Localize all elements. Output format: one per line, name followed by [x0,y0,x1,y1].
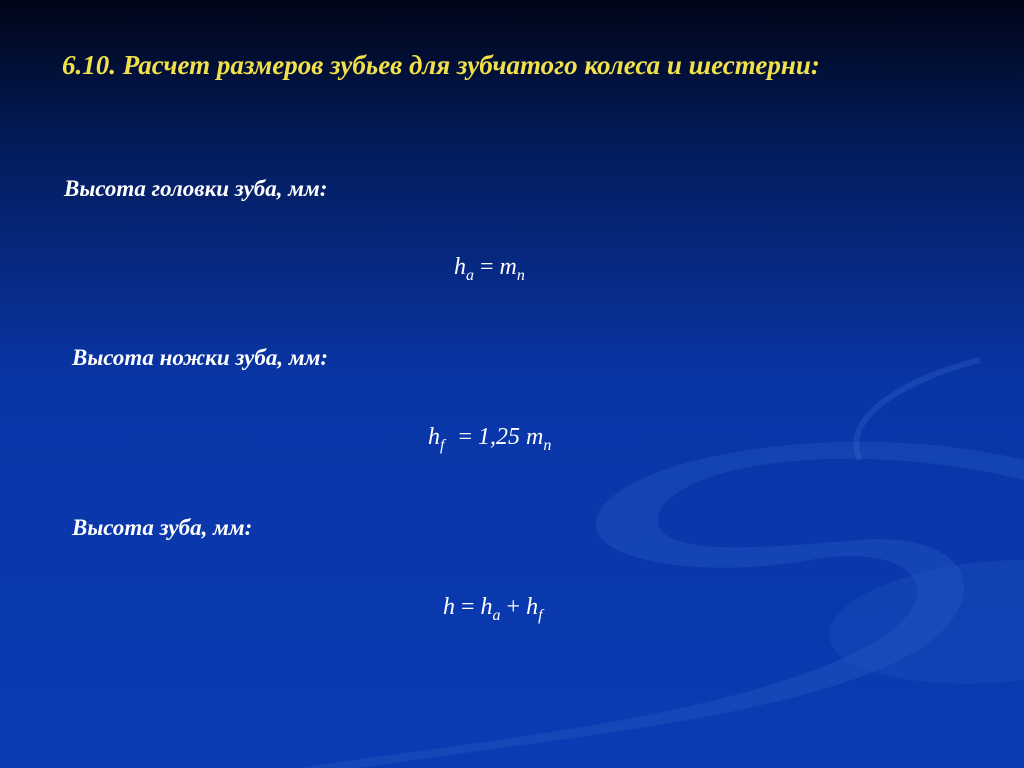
tooth-height-formula [443,594,543,625]
formula-var: m [499,254,517,280]
formula-var: h [454,254,466,280]
formula-operator: + [506,594,521,620]
formula-var: h [443,594,455,620]
formula-operator: = [480,254,494,280]
formula-operator: = [458,424,472,450]
formula-var: h [428,424,440,450]
slide-title: 6.10. Расчет размеров зубьев для зубчатого колеса и шестерни: [62,50,820,80]
formula-operator: = [461,594,475,620]
formula-subscript: a [492,607,501,624]
dedendum-label: Высота ножки зуба, мм: [72,345,329,370]
addendum-formula [454,254,525,285]
formula-subscript: n [516,267,525,284]
formula-coefficient: 1,25 [478,424,520,450]
formula-var: m [526,424,544,450]
formula-subscript: f [440,437,445,454]
formula-var: h [480,594,493,620]
formula-subscript: n [543,437,552,454]
formula-subscript: f [538,607,543,624]
formula-subscript: a [466,267,474,284]
formula-var: h [526,594,539,620]
addendum-label: Высота головки зуба, мм: [64,176,328,201]
tooth-height-label: Высота зуба, мм: [72,515,253,540]
dedendum-formula [428,424,551,455]
